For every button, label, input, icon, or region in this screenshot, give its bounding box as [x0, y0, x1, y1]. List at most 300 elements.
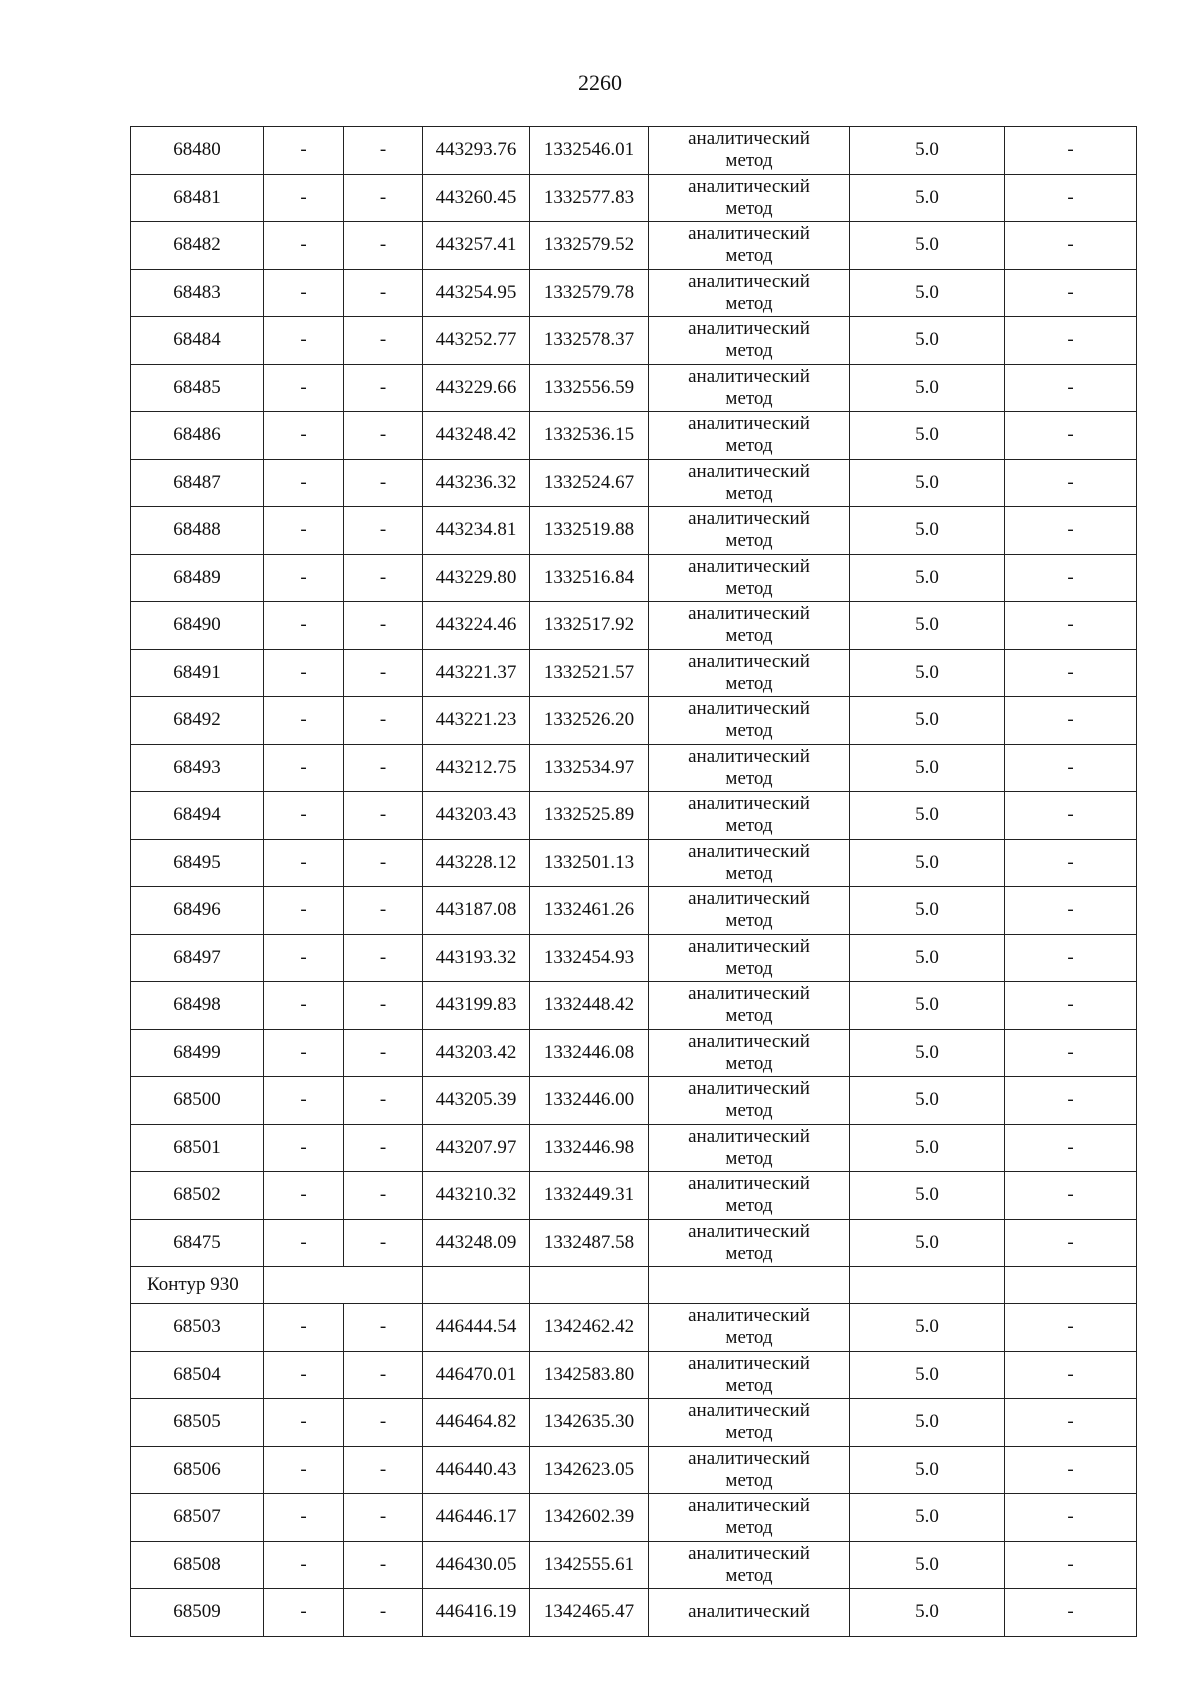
dash-cell: -: [264, 459, 344, 507]
y-coordinate-cell: 1332521.57: [530, 649, 649, 697]
method-cell: [649, 839, 850, 887]
point-number-cell: 68509: [131, 1589, 264, 1637]
x-coordinate-cell: 443293.76: [423, 127, 530, 175]
accuracy-cell: 5.0: [850, 459, 1005, 507]
dash-cell: -: [344, 1029, 423, 1077]
accuracy-cell: 5.0: [850, 839, 1005, 887]
accuracy-cell: 5.0: [850, 1351, 1005, 1399]
method-line-1: аналитический: [688, 1542, 810, 1564]
point-number-cell: 68507: [131, 1494, 264, 1542]
accuracy-cell: 5.0: [850, 412, 1005, 460]
method-cell: [649, 1494, 850, 1542]
dash-cell: -: [1005, 412, 1137, 460]
method-cell: [649, 1304, 850, 1352]
point-number-cell: 68506: [131, 1446, 264, 1494]
method-line-2: метод: [725, 340, 773, 362]
dash-cell: -: [344, 269, 423, 317]
accuracy-cell: 5.0: [850, 364, 1005, 412]
dash-cell: -: [1005, 507, 1137, 555]
accuracy-cell: 5.0: [850, 222, 1005, 270]
dash-cell: -: [344, 1124, 423, 1172]
x-coordinate-cell: 443236.32: [423, 459, 530, 507]
method-cell: [649, 174, 850, 222]
method-cell: [649, 222, 850, 270]
accuracy-cell: 5.0: [850, 602, 1005, 650]
method-line-2: метод: [725, 197, 773, 219]
method-line-1: аналитический: [688, 1220, 810, 1242]
method-line-2: метод: [725, 1005, 773, 1027]
dash-cell: -: [264, 1219, 344, 1267]
y-coordinate-cell: 1342555.61: [530, 1541, 649, 1589]
method-cell: [649, 1446, 850, 1494]
point-number-cell: 68496: [131, 887, 264, 935]
accuracy-cell: 5.0: [850, 982, 1005, 1030]
method-line-2: метод: [725, 957, 773, 979]
dash-cell: -: [1005, 982, 1137, 1030]
point-number-cell: 68508: [131, 1541, 264, 1589]
point-number-cell: 68484: [131, 317, 264, 365]
dash-cell: -: [264, 649, 344, 697]
dash-cell: -: [344, 1219, 423, 1267]
dash-cell: -: [264, 554, 344, 602]
table-row: [131, 887, 1137, 935]
accuracy-cell: 5.0: [850, 1494, 1005, 1542]
y-coordinate-cell: 1342462.42: [530, 1304, 649, 1352]
method-line-2: метод: [725, 530, 773, 552]
method-line-2: метод: [725, 245, 773, 267]
dash-cell: -: [264, 1172, 344, 1220]
section-label: Контур 930: [131, 1267, 264, 1304]
y-coordinate-cell: 1342583.80: [530, 1351, 649, 1399]
point-number-cell: 68505: [131, 1399, 264, 1447]
dash-cell: -: [1005, 127, 1137, 175]
method-line-1: аналитический: [688, 318, 810, 340]
x-coordinate-cell: 446416.19: [423, 1589, 530, 1637]
point-number-cell: 68480: [131, 127, 264, 175]
method-line-2: метод: [725, 720, 773, 742]
method-line-1: аналитический: [688, 555, 810, 577]
dash-cell: -: [344, 839, 423, 887]
dash-cell: -: [264, 412, 344, 460]
method-line-2: метод: [725, 577, 773, 599]
y-coordinate-cell: 1332461.26: [530, 887, 649, 935]
y-coordinate-cell: 1332516.84: [530, 554, 649, 602]
accuracy-cell: 5.0: [850, 934, 1005, 982]
point-number-cell: 68489: [131, 554, 264, 602]
accuracy-cell: 5.0: [850, 744, 1005, 792]
accuracy-cell: 5.0: [850, 1304, 1005, 1352]
table-row: [131, 649, 1137, 697]
x-coordinate-cell: 443257.41: [423, 222, 530, 270]
x-coordinate-cell: 446464.82: [423, 1399, 530, 1447]
accuracy-cell: 5.0: [850, 269, 1005, 317]
method-cell: [649, 887, 850, 935]
accuracy-cell: 5.0: [850, 317, 1005, 365]
point-number-cell: 68498: [131, 982, 264, 1030]
y-coordinate-cell: 1332449.31: [530, 1172, 649, 1220]
dash-cell: -: [344, 1399, 423, 1447]
x-coordinate-cell: 446430.05: [423, 1541, 530, 1589]
method-cell: [649, 507, 850, 555]
dash-cell: -: [264, 934, 344, 982]
dash-cell: -: [264, 364, 344, 412]
empty-cell: [423, 1267, 530, 1304]
table-row: [131, 554, 1137, 602]
dash-cell: -: [264, 1589, 344, 1637]
table-row: [131, 1399, 1137, 1447]
method-line-1: аналитический: [688, 698, 810, 720]
x-coordinate-cell: 443248.09: [423, 1219, 530, 1267]
dash-cell: -: [1005, 174, 1137, 222]
method-line-2: метод: [725, 1100, 773, 1122]
method-line-2: метод: [725, 910, 773, 932]
dash-cell: -: [344, 364, 423, 412]
dash-cell: -: [264, 1304, 344, 1352]
x-coordinate-cell: 443210.32: [423, 1172, 530, 1220]
dash-cell: -: [264, 269, 344, 317]
method-line-1: аналитический: [688, 1447, 810, 1469]
method-line-1: аналитический: [688, 603, 810, 625]
method-cell: [649, 1399, 850, 1447]
y-coordinate-cell: 1332526.20: [530, 697, 649, 745]
method-cell: [649, 1589, 850, 1637]
dash-cell: -: [1005, 269, 1137, 317]
table-row: [131, 459, 1137, 507]
method-cell: [649, 317, 850, 365]
method-line-1: аналитический: [688, 508, 810, 530]
method-cell: [649, 602, 850, 650]
x-coordinate-cell: 443203.43: [423, 792, 530, 840]
dash-cell: -: [1005, 744, 1137, 792]
dash-cell: -: [264, 744, 344, 792]
empty-cell: [264, 1267, 423, 1304]
method-line-1: аналитический: [688, 1030, 810, 1052]
x-coordinate-cell: 443199.83: [423, 982, 530, 1030]
table-row: [131, 364, 1137, 412]
dash-cell: -: [264, 174, 344, 222]
table-row: [131, 697, 1137, 745]
method-line-1: аналитический: [688, 1173, 810, 1195]
table-row: [131, 317, 1137, 365]
dash-cell: -: [1005, 1219, 1137, 1267]
method-line-1: аналитический: [688, 175, 810, 197]
method-line-2: метод: [725, 150, 773, 172]
dash-cell: -: [264, 839, 344, 887]
dash-cell: -: [344, 507, 423, 555]
method-line-1: аналитический: [688, 745, 810, 767]
method-cell: [649, 1029, 850, 1077]
method-line-2: метод: [725, 672, 773, 694]
method-line-2: метод: [725, 1242, 773, 1264]
method-cell: [649, 934, 850, 982]
x-coordinate-cell: 446470.01: [423, 1351, 530, 1399]
dash-cell: -: [344, 127, 423, 175]
method-line-2: метод: [725, 482, 773, 504]
x-coordinate-cell: 443207.97: [423, 1124, 530, 1172]
dash-cell: -: [1005, 222, 1137, 270]
dash-cell: -: [344, 1494, 423, 1542]
method-line-2: метод: [725, 1052, 773, 1074]
method-line-2: метод: [725, 767, 773, 789]
accuracy-cell: 5.0: [850, 1029, 1005, 1077]
point-number-cell: 68504: [131, 1351, 264, 1399]
method-cell: [649, 1219, 850, 1267]
dash-cell: -: [1005, 1351, 1137, 1399]
point-number-cell: 68488: [131, 507, 264, 555]
table-row: [131, 127, 1137, 175]
table-row: [131, 507, 1137, 555]
method-line-1: аналитический: [688, 1352, 810, 1374]
x-coordinate-cell: 443254.95: [423, 269, 530, 317]
method-line-2: метод: [725, 435, 773, 457]
dash-cell: -: [1005, 697, 1137, 745]
method-line-1: аналитический: [688, 650, 810, 672]
dash-cell: -: [264, 982, 344, 1030]
table-row: [131, 1077, 1137, 1125]
accuracy-cell: 5.0: [850, 649, 1005, 697]
point-number-cell: 68499: [131, 1029, 264, 1077]
y-coordinate-cell: 1332546.01: [530, 127, 649, 175]
y-coordinate-cell: 1332454.93: [530, 934, 649, 982]
method-line-1: аналитический: [688, 888, 810, 910]
dash-cell: -: [264, 1494, 344, 1542]
point-number-cell: 68481: [131, 174, 264, 222]
x-coordinate-cell: 443212.75: [423, 744, 530, 792]
method-line-1: аналитический: [688, 840, 810, 862]
x-coordinate-cell: 443234.81: [423, 507, 530, 555]
dash-cell: -: [344, 697, 423, 745]
coordinates-table: [130, 126, 1137, 1637]
dash-cell: -: [1005, 1541, 1137, 1589]
dash-cell: -: [264, 887, 344, 935]
method-cell: [649, 459, 850, 507]
table-row: [131, 1219, 1137, 1267]
point-number-cell: 68503: [131, 1304, 264, 1352]
x-coordinate-cell: 443221.23: [423, 697, 530, 745]
y-coordinate-cell: 1332579.52: [530, 222, 649, 270]
dash-cell: -: [344, 1446, 423, 1494]
table-row: [131, 269, 1137, 317]
table-row: [131, 1029, 1137, 1077]
method-line-1: аналитический: [688, 1495, 810, 1517]
dash-cell: -: [344, 412, 423, 460]
dash-cell: -: [344, 1351, 423, 1399]
dash-cell: -: [1005, 1304, 1137, 1352]
point-number-cell: 68483: [131, 269, 264, 317]
point-number-cell: 68482: [131, 222, 264, 270]
method-line-1: аналитический: [688, 460, 810, 482]
x-coordinate-cell: 443205.39: [423, 1077, 530, 1125]
x-coordinate-cell: 443248.42: [423, 412, 530, 460]
empty-cell: [1005, 1267, 1137, 1304]
y-coordinate-cell: 1332577.83: [530, 174, 649, 222]
accuracy-cell: 5.0: [850, 1446, 1005, 1494]
table-body: [131, 127, 1137, 1637]
dash-cell: -: [1005, 602, 1137, 650]
method-line-2: метод: [725, 387, 773, 409]
method-cell: [649, 412, 850, 460]
method-line-1: аналитический: [688, 365, 810, 387]
x-coordinate-cell: 443224.46: [423, 602, 530, 650]
dash-cell: -: [264, 602, 344, 650]
table-row: [131, 1446, 1137, 1494]
method-line-1: аналитический: [688, 1601, 810, 1623]
method-cell: [649, 1172, 850, 1220]
accuracy-cell: 5.0: [850, 1172, 1005, 1220]
dash-cell: -: [1005, 1029, 1137, 1077]
method-line-1: аналитический: [688, 1125, 810, 1147]
table-row: [131, 1351, 1137, 1399]
y-coordinate-cell: 1332446.08: [530, 1029, 649, 1077]
accuracy-cell: 5.0: [850, 697, 1005, 745]
dash-cell: -: [1005, 1589, 1137, 1637]
x-coordinate-cell: 443228.12: [423, 839, 530, 887]
x-coordinate-cell: 443229.80: [423, 554, 530, 602]
method-cell: [649, 1077, 850, 1125]
dash-cell: -: [1005, 1399, 1137, 1447]
accuracy-cell: 5.0: [850, 1124, 1005, 1172]
y-coordinate-cell: 1332517.92: [530, 602, 649, 650]
method-line-2: метод: [725, 1564, 773, 1586]
y-coordinate-cell: 1332448.42: [530, 982, 649, 1030]
point-number-cell: 68495: [131, 839, 264, 887]
y-coordinate-cell: 1342635.30: [530, 1399, 649, 1447]
section-header-row: [131, 1267, 1137, 1304]
dash-cell: -: [344, 554, 423, 602]
x-coordinate-cell: 443193.32: [423, 934, 530, 982]
y-coordinate-cell: 1332446.98: [530, 1124, 649, 1172]
point-number-cell: 68493: [131, 744, 264, 792]
method-cell: [649, 744, 850, 792]
dash-cell: -: [344, 1589, 423, 1637]
method-line-1: аналитический: [688, 1400, 810, 1422]
accuracy-cell: 5.0: [850, 792, 1005, 840]
dash-cell: -: [264, 1077, 344, 1125]
method-line-1: аналитический: [688, 128, 810, 150]
dash-cell: -: [344, 222, 423, 270]
dash-cell: -: [264, 127, 344, 175]
method-cell: [649, 554, 850, 602]
dash-cell: -: [1005, 792, 1137, 840]
dash-cell: -: [1005, 1446, 1137, 1494]
dash-cell: -: [264, 1029, 344, 1077]
table-row: [131, 222, 1137, 270]
table-row: [131, 602, 1137, 650]
y-coordinate-cell: 1332519.88: [530, 507, 649, 555]
point-number-cell: 68497: [131, 934, 264, 982]
x-coordinate-cell: 446440.43: [423, 1446, 530, 1494]
dash-cell: -: [344, 982, 423, 1030]
dash-cell: -: [1005, 1172, 1137, 1220]
dash-cell: -: [1005, 1124, 1137, 1172]
accuracy-cell: 5.0: [850, 554, 1005, 602]
y-coordinate-cell: 1332524.67: [530, 459, 649, 507]
dash-cell: -: [1005, 934, 1137, 982]
method-line-1: аналитический: [688, 413, 810, 435]
method-cell: [649, 127, 850, 175]
table-row: [131, 174, 1137, 222]
y-coordinate-cell: 1332536.15: [530, 412, 649, 460]
y-coordinate-cell: 1332446.00: [530, 1077, 649, 1125]
table-row: [131, 1589, 1137, 1637]
method-cell: [649, 649, 850, 697]
dash-cell: -: [264, 317, 344, 365]
dash-cell: -: [344, 1541, 423, 1589]
dash-cell: -: [264, 697, 344, 745]
table-row: [131, 792, 1137, 840]
dash-cell: -: [264, 1399, 344, 1447]
point-number-cell: 68485: [131, 364, 264, 412]
dash-cell: -: [264, 1446, 344, 1494]
point-number-cell: 68490: [131, 602, 264, 650]
accuracy-cell: 5.0: [850, 1077, 1005, 1125]
dash-cell: -: [264, 222, 344, 270]
dash-cell: -: [1005, 649, 1137, 697]
point-number-cell: 68475: [131, 1219, 264, 1267]
method-line-1: аналитический: [688, 793, 810, 815]
accuracy-cell: 5.0: [850, 1589, 1005, 1637]
dash-cell: -: [1005, 1494, 1137, 1542]
y-coordinate-cell: 1332487.58: [530, 1219, 649, 1267]
x-coordinate-cell: 443229.66: [423, 364, 530, 412]
method-cell: [649, 982, 850, 1030]
dash-cell: -: [344, 1304, 423, 1352]
point-number-cell: 68486: [131, 412, 264, 460]
empty-cell: [530, 1267, 649, 1304]
dash-cell: -: [1005, 1077, 1137, 1125]
y-coordinate-cell: 1332534.97: [530, 744, 649, 792]
point-number-cell: 68492: [131, 697, 264, 745]
accuracy-cell: 5.0: [850, 127, 1005, 175]
method-line-1: аналитический: [688, 935, 810, 957]
x-coordinate-cell: 446446.17: [423, 1494, 530, 1542]
y-coordinate-cell: 1332578.37: [530, 317, 649, 365]
method-cell: [649, 1541, 850, 1589]
point-number-cell: 68502: [131, 1172, 264, 1220]
x-coordinate-cell: 443221.37: [423, 649, 530, 697]
dash-cell: -: [344, 792, 423, 840]
method-line-2: метод: [725, 625, 773, 647]
dash-cell: -: [1005, 887, 1137, 935]
x-coordinate-cell: 443203.42: [423, 1029, 530, 1077]
method-line-2: метод: [725, 1469, 773, 1491]
method-cell: [649, 1351, 850, 1399]
table-row: [131, 1541, 1137, 1589]
x-coordinate-cell: 443260.45: [423, 174, 530, 222]
method-line-1: аналитический: [688, 983, 810, 1005]
dash-cell: -: [264, 1124, 344, 1172]
dash-cell: -: [1005, 554, 1137, 602]
dash-cell: -: [264, 507, 344, 555]
dash-cell: -: [1005, 459, 1137, 507]
method-line-2: метод: [725, 1327, 773, 1349]
accuracy-cell: 5.0: [850, 174, 1005, 222]
accuracy-cell: 5.0: [850, 1219, 1005, 1267]
table-row: [131, 1172, 1137, 1220]
dash-cell: -: [264, 1541, 344, 1589]
method-line-2: метод: [725, 1374, 773, 1396]
method-line-2: метод: [725, 1195, 773, 1217]
method-line-2: метод: [725, 862, 773, 884]
dash-cell: -: [344, 934, 423, 982]
point-number-cell: 68501: [131, 1124, 264, 1172]
method-cell: [649, 1124, 850, 1172]
x-coordinate-cell: 446444.54: [423, 1304, 530, 1352]
point-number-cell: 68494: [131, 792, 264, 840]
method-line-2: метод: [725, 1147, 773, 1169]
accuracy-cell: 5.0: [850, 1541, 1005, 1589]
x-coordinate-cell: 443252.77: [423, 317, 530, 365]
